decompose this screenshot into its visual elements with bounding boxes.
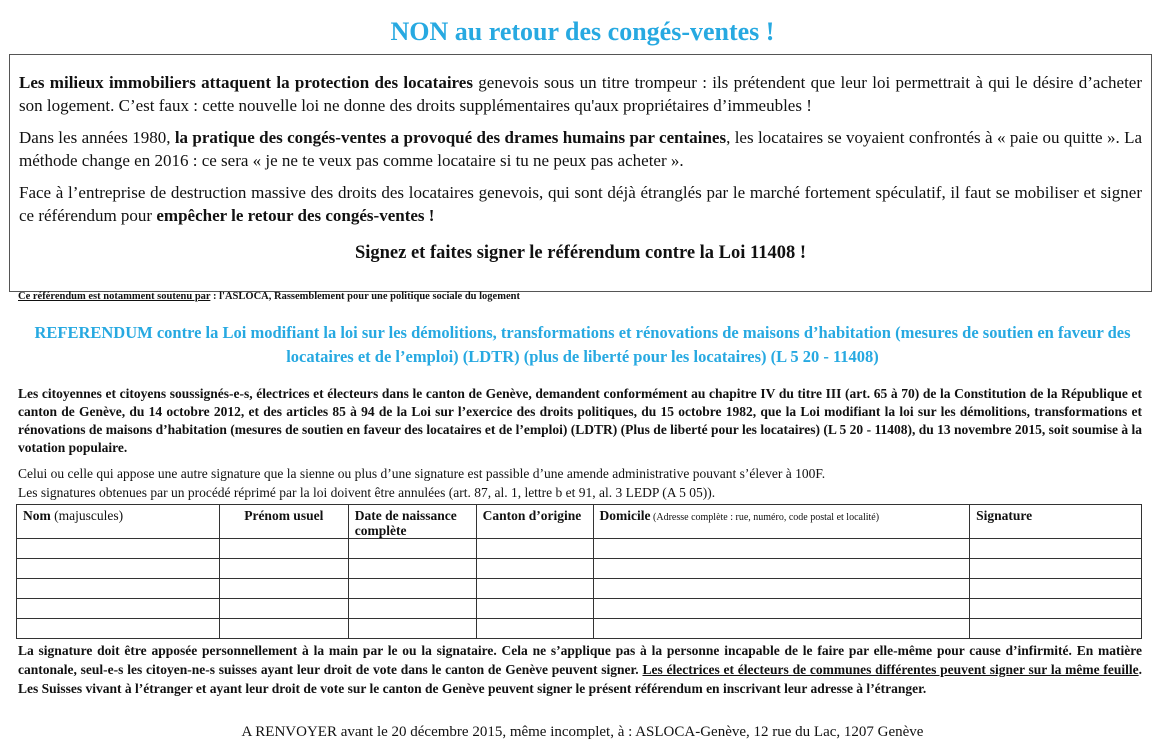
col-prenom: Prénom usuel [219, 505, 348, 539]
intro-p1-rest: genevois sous un titre trompeur : ils prétendent que leur loi permettrait à qui le désire d’acheter son logement. C’est faux : cette nouvelle loi ne donne des droits supplémentaires qu'aux propriétaires d’immeubles ! [19, 73, 1143, 115]
cell-prenom[interactable] [219, 599, 348, 619]
cell-nom[interactable] [17, 579, 220, 599]
cell-domicile[interactable] [593, 579, 970, 599]
rules-text-1: La signature doit être apposée personnellement à la main par le ou la signataire. Cela ne s’applique pas à la personne incapable de le faire par elle-même pour cause d’infirmité. En matière cantonale, seul-e-s les citoyen-ne-s suisses ayant leur droit de vote dans le canton de Genève peuvent signer. [18, 643, 1142, 677]
intro-p3-bold: empêcher le retour des congés-ventes ! [156, 206, 435, 225]
legal-text: Les citoyennes et citoyens soussignés-e-s, électrices et électeurs dans le canton de Genève, demandent conformément au chapitre IV du titre III (art. 65 à 70) de la Constitution de la République et canton de Genève, du 14 octobre 2012, et des articles 85 à 94 de la Loi sur l’exercice des droits politiques, du 15 octobre 1982, que la Loi modifiant la loi sur les démolitions, transformations et rénovations de maisons d’habitation (mesures de soutien en faveur des locataires et de l’emploi) (LDTR) (Plus de liberté pour les locataires) (L 5 20 - 11408), du 13 novembre 2015, soit soumise à la votation populaire. [18, 386, 1142, 455]
cell-nom[interactable] [17, 559, 220, 579]
col-nom-label: Nom [23, 508, 51, 523]
intro-p1-bold: Les milieux immobiliers attaquent la protection des locataires [19, 73, 473, 92]
cell-prenom[interactable] [219, 619, 348, 639]
col-signature: Signature [970, 505, 1142, 539]
signature-table [16, 504, 1142, 639]
intro-p2-rest: , les locataires se voyaient confrontés à « paie ou quitte ». La méthode change en 2016 : ce sera « je ne te veux pas comme locataire si tu ne peux pas acheter ». [19, 128, 1143, 170]
support-text: : l'ASLOCA, Rassemblement pour une politique sociale du logement [210, 291, 520, 302]
table-row [17, 539, 1142, 559]
cell-prenom[interactable] [219, 559, 348, 579]
rules-underlined: Les électrices et électeurs de communes différentes peuvent signer sur la même feuille [642, 662, 1139, 677]
cell-nom[interactable] [17, 619, 220, 639]
cell-canton[interactable] [476, 599, 593, 619]
table-row [17, 559, 1142, 579]
cell-canton[interactable] [476, 539, 593, 559]
col-date-naissance: Date de naissance complète [348, 505, 476, 539]
return-address: A RENVOYER avant le 20 décembre 2015, même incomplet, à : ASLOCA-Genève, 12 rue du Lac, 1207 Genève [241, 724, 924, 740]
intro-p2-start: Dans les années 1980, [19, 128, 175, 147]
cell-nom[interactable] [17, 599, 220, 619]
col-nom [17, 505, 220, 539]
col-canton: Canton d’origine [476, 505, 593, 539]
intro-paragraph-2 [19, 126, 1142, 172]
cell-signature[interactable] [970, 619, 1142, 639]
rules-text-2: . Les Suisses vivant à l’étranger et ayant leur droit de vote sur le canton de Genève peuvent signer le présent référendum en inscrivant leur adresse à l’étranger. [18, 662, 1142, 696]
cell-domicile[interactable] [593, 619, 970, 639]
intro-paragraph-1 [19, 71, 1142, 117]
cell-date[interactable] [348, 619, 476, 639]
table-row [17, 599, 1142, 619]
cell-date[interactable] [348, 599, 476, 619]
cell-signature[interactable] [970, 579, 1142, 599]
cell-date[interactable] [348, 579, 476, 599]
cell-nom[interactable] [17, 539, 220, 559]
cell-canton[interactable] [476, 559, 593, 579]
referendum-title: REFERENDUM contre la Loi modifiant la loi sur les démolitions, transformations et rénovations de maisons d’habitation (mesures de soutien en faveur des locataires et de l’emploi) (LDTR) (plus de liberté pour les locataires) (L 5 20 - 11408) [34, 323, 1131, 366]
table-row [17, 619, 1142, 639]
col-domicile [593, 505, 970, 539]
col-domicile-sub: (Adresse complète : rue, numéro, code postal et localité) [650, 512, 880, 523]
cell-prenom[interactable] [219, 579, 348, 599]
cell-signature[interactable] [970, 559, 1142, 579]
cell-date[interactable] [348, 559, 476, 579]
support-label: Ce référendum est notamment soutenu par [18, 291, 211, 302]
call-to-action: Signez et faites signer le référendum contre la Loi 11408 ! [354, 243, 807, 263]
cell-domicile[interactable] [593, 539, 970, 559]
support-line [18, 290, 520, 304]
table-row [17, 579, 1142, 599]
cell-canton[interactable] [476, 619, 593, 639]
cell-canton[interactable] [476, 579, 593, 599]
cell-date[interactable] [348, 539, 476, 559]
col-nom-sub: (majuscules) [50, 508, 124, 523]
cell-signature[interactable] [970, 599, 1142, 619]
cell-prenom[interactable] [219, 539, 348, 559]
signature-rules [18, 641, 1142, 698]
intro-box [9, 54, 1152, 292]
cell-domicile[interactable] [593, 599, 970, 619]
intro-paragraph-3 [19, 181, 1142, 227]
cell-signature[interactable] [970, 539, 1142, 559]
signature-table-header [17, 505, 1142, 539]
col-domicile-label: Domicile [599, 508, 651, 523]
intro-p2-bold: la pratique des congés-ventes a provoqué des drames humains par centaines [174, 128, 727, 147]
page-title: NON au retour des congés-ventes ! [390, 17, 775, 46]
cell-domicile[interactable] [593, 559, 970, 579]
note-fine: Celui ou celle qui appose une autre signature que la sienne ou plus d’une signature est passible d’une amende administrative pouvant s’élever à 100F. [18, 466, 826, 481]
note-annulment: Les signatures obtenues par un procédé réprimé par la loi doivent être annulées (art. 87, al. 1, lettre b et 91, al. 3 LEDP (A 5 05)). [18, 485, 716, 500]
intro-p3-start: Face à l’entreprise de destruction massive des droits des locataires genevois, qui sont déjà étranglés par le marché fortement spéculatif, il faut se mobiliser et signer ce référendum pour [19, 183, 1142, 225]
